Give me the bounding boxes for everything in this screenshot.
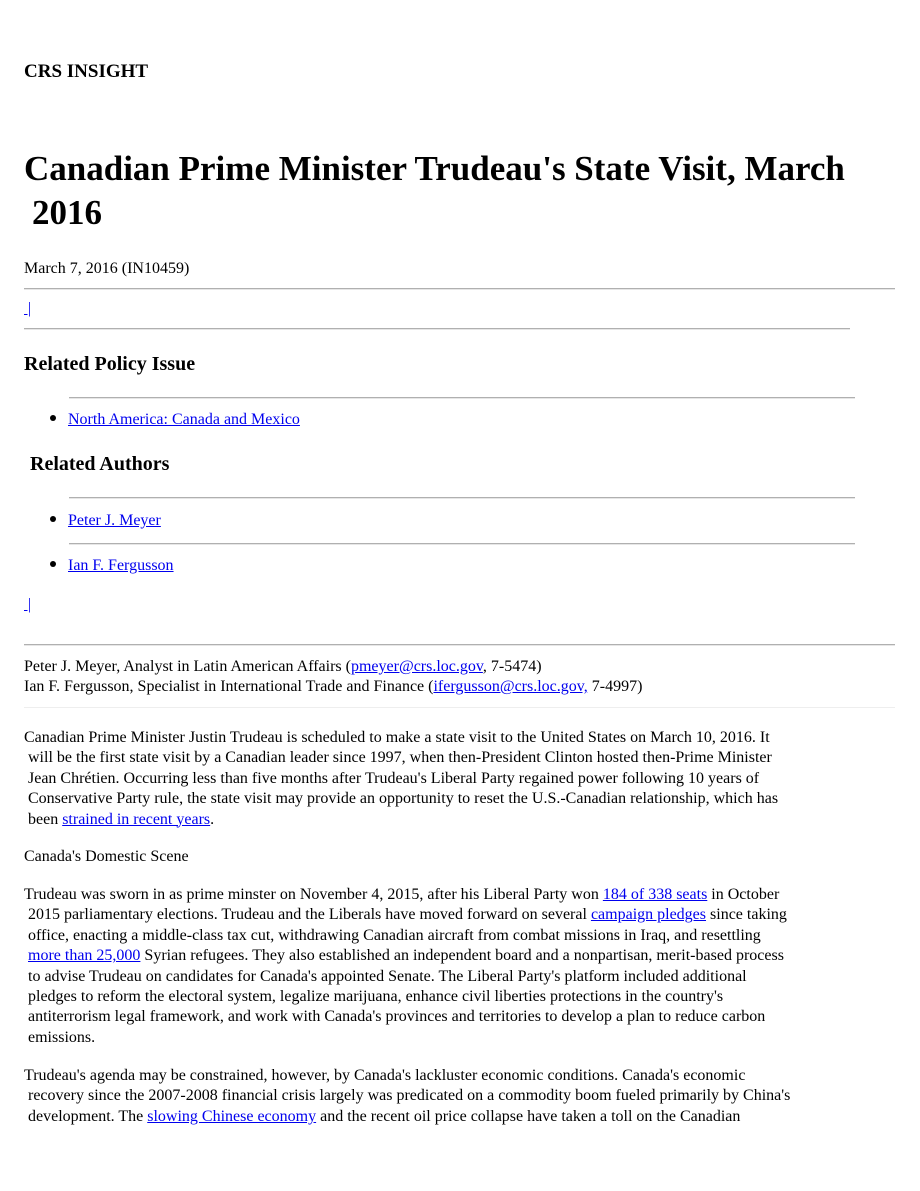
text-fragment: . (210, 810, 215, 828)
divider-2 (24, 328, 850, 330)
text-fragment: Syrian refugees. They also established an independent board and a nonpartisan, merit-based process (140, 947, 784, 965)
link-seats[interactable]: 184 of 338 seats (602, 886, 708, 903)
page-title-line2: 2016 (32, 193, 102, 232)
divider-top (24, 288, 895, 290)
text-line: emissions. (28, 1028, 96, 1046)
text-fragment: Trudeau was sworn in as prime minster on November 4, 2015, after his Liberal Party won (24, 886, 603, 903)
text-line: will be the first state visit by a Canadian leader since 1997, when then-President Clinton hosted then-Prime Minister (28, 749, 772, 767)
divider-authors-1 (69, 497, 855, 499)
text-line: recovery since the 2007-2008 financial crisis largely was predicated on a commodity boom fueled primarily by China's (28, 1087, 791, 1105)
bullet-icon (50, 561, 56, 567)
text-fragment: development. The (28, 1107, 148, 1125)
policy-list-item (50, 411, 300, 429)
page-title-line1: Canadian Prime Minister Trudeau's State Visit, March (24, 149, 845, 188)
author-contact-text: Ian F. Fergusson, Specialist in International Trade and Finance ( (24, 678, 434, 695)
author-list-item (50, 512, 161, 530)
report-date: March 7, 2016 (IN10459) (24, 260, 190, 277)
link-refugees[interactable]: more than 25,000 (28, 947, 141, 965)
author-contact-phone: , 7-5474) (482, 658, 542, 675)
paragraph-economy (24, 1066, 894, 1127)
link-strained-relations[interactable]: strained in recent years (62, 810, 211, 828)
email-link-meyer[interactable]: pmeyer@crs.loc.gov (350, 658, 483, 675)
empty-link-2[interactable]: | (24, 596, 32, 613)
link-chinese-economy[interactable]: slowing Chinese economy (147, 1107, 317, 1125)
text-line (24, 885, 894, 905)
related-authors-heading: Related Authors (30, 453, 170, 475)
text-line: Conservative Party rule, the state visit may provide an opportunity to reset the U.S.-Canadian relationship, which has (28, 790, 779, 808)
page-title (24, 147, 904, 235)
author-link-meyer[interactable]: Peter J. Meyer (68, 512, 161, 529)
text-fragment: in October (707, 886, 780, 903)
author-list-item (50, 557, 174, 575)
text-line: antiterrorism legal framework, and work with Canada's provinces and territories to develop a plan to reduce carbon (28, 1008, 766, 1026)
text-fragment: and the recent oil price collapse have taken a toll on the Canadian (316, 1107, 741, 1125)
text-fragment: 2015 parliamentary elections. Trudeau and the Liberals have moved forward on several (28, 906, 591, 924)
text-fragment: been (28, 810, 63, 828)
report-type-label: CRS INSIGHT (24, 61, 149, 82)
author-contact-phone: 7-4997) (587, 678, 643, 695)
text-fragment: since taking (706, 906, 787, 924)
email-link-fergusson[interactable]: ifergusson@crs.loc.gov, (433, 678, 588, 695)
text-line: Canadian Prime Minister Justin Trudeau is scheduled to make a state visit to the United States on March 10, 2016. It (24, 729, 770, 746)
text-line (24, 946, 894, 966)
text-line (24, 810, 894, 830)
text-line: pledges to reform the electoral system, legalize marijuana, enhance civil liberties protections in the country's (28, 988, 724, 1006)
section-subheading: Canada's Domestic Scene (24, 848, 189, 865)
divider-policy (69, 397, 855, 399)
text-line: Trudeau's agenda may be constrained, however, by Canada's lackluster economic conditions. Canada's economic (24, 1067, 746, 1084)
divider-3 (24, 644, 895, 646)
author-link-fergusson[interactable]: Ian F. Fergusson (68, 557, 174, 574)
author-contact-meyer (24, 657, 642, 677)
link-campaign-pledges[interactable]: campaign pledges (590, 906, 707, 924)
bullet-icon (50, 516, 56, 522)
text-line (24, 905, 894, 925)
policy-link-north-america[interactable]: North America: Canada and Mexico (68, 411, 300, 428)
paragraph-domestic (24, 885, 894, 1048)
author-contact-text: Peter J. Meyer, Analyst in Latin American Affairs ( (24, 658, 351, 675)
bullet-icon (50, 415, 56, 421)
paragraph-intro (24, 728, 894, 830)
related-policy-heading: Related Policy Issue (24, 353, 196, 375)
divider-authors-2 (69, 543, 855, 545)
empty-link-1[interactable]: | (24, 300, 32, 317)
author-contacts (24, 657, 642, 697)
text-line (24, 1107, 894, 1127)
text-line: to advise Trudeau on candidates for Canada's appointed Senate. The Liberal Party's platform included additional (28, 967, 747, 985)
text-line: office, enacting a middle-class tax cut, withdrawing Canadian aircraft from combat missions in Iraq, and resettling (28, 926, 761, 944)
divider-4 (24, 707, 895, 708)
text-line: Jean Chrétien. Occurring less than five months after Trudeau's Liberal Party regained power following 10 years of (28, 769, 760, 787)
author-contact-fergusson (24, 677, 642, 697)
